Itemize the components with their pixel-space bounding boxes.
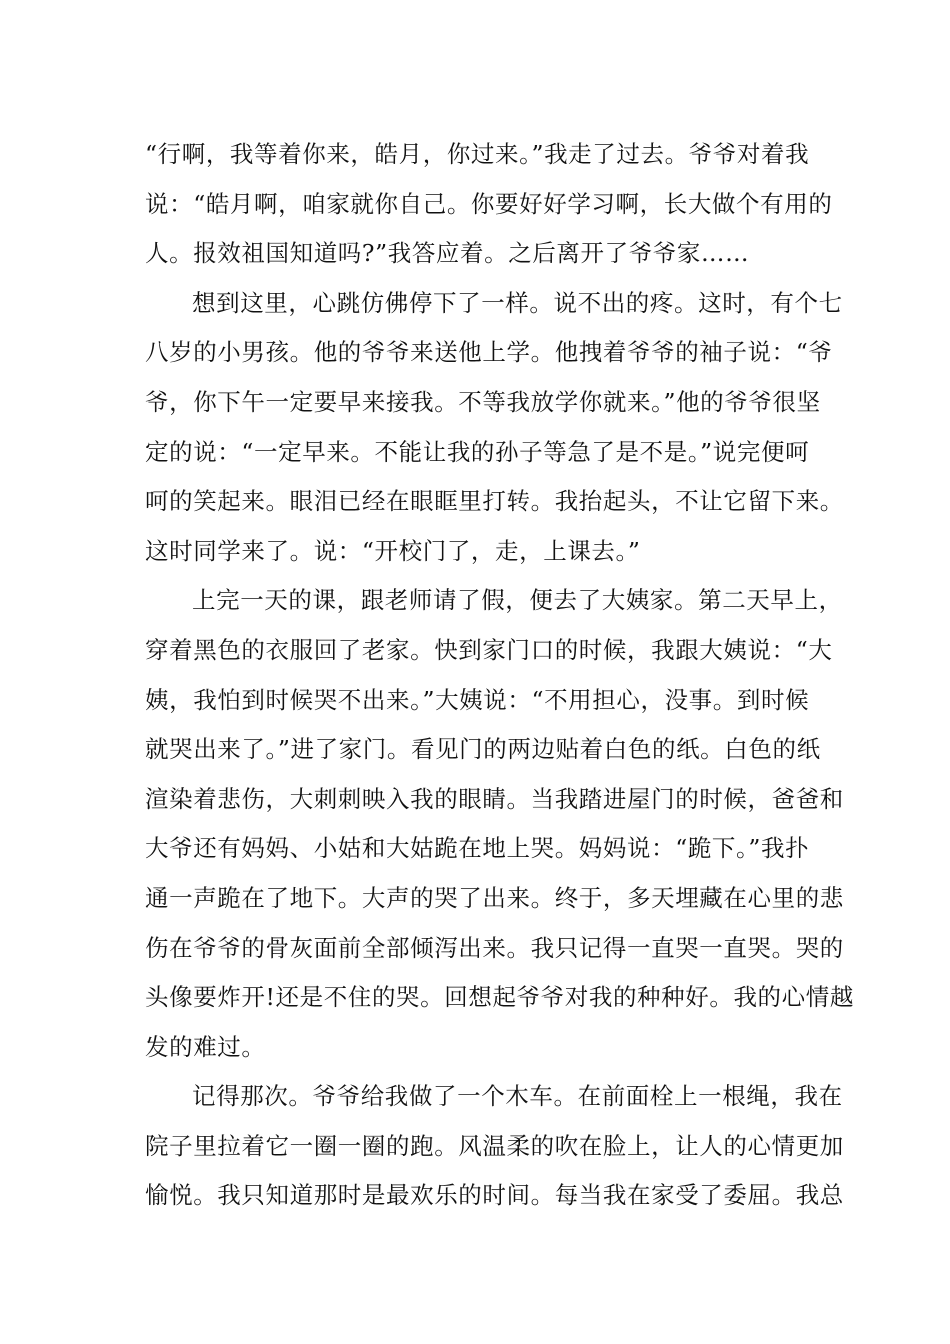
text-line: 发的难过。 — [145, 1032, 266, 1061]
paragraph-3 — [145, 576, 854, 1072]
text-line: 头像要炸开!还是不住的哭。回想起爷爷对我的种种好。我的心情越 — [145, 983, 854, 1012]
paragraph-4 — [145, 1072, 844, 1221]
text-line: 渲染着悲伤，大刺刺映入我的眼睛。当我踏进屋门的时候，爸爸和 — [145, 784, 844, 813]
text-line: 记得那次。爷爷给我做了一个木车。在前面栓上一根绳，我在 — [192, 1082, 843, 1111]
paragraph-1 — [145, 130, 833, 279]
text-line: 爷，你下午一定要早来接我。不等我放学你就来。”他的爷爷很坚 — [145, 387, 821, 416]
text-line: 伤在爷爷的骨灰面前全部倾泻出来。我只记得一直哭一直哭。哭的 — [145, 933, 844, 962]
text-line: “行啊，我等着你来，皓月，你过来。”我走了过去。爷爷对着我 — [145, 140, 810, 168]
text-line: 通一声跪在了地下。大声的哭了出来。终于，多天埋藏在心里的悲 — [145, 883, 844, 912]
text-line: 人。报效祖国知道吗?”我答应着。之后离开了爷爷家…… — [145, 239, 750, 268]
text-line: 想到这里，心跳仿佛停下了一样。说不出的疼。这时，有个七 — [192, 288, 843, 317]
text-line: 说：“皓月啊，咱家就你自己。你要好好学习啊，长大做个有用的 — [145, 189, 833, 218]
text-line: 这时同学来了。说：“开校门了，走，上课去。” — [145, 536, 641, 565]
body-text — [145, 130, 854, 1221]
text-line: 穿着黑色的衣服回了老家。快到家门口的时候，我跟大姨说：“大 — [145, 635, 833, 664]
text-line: 姨，我怕到时候哭不出来。”大姨说：“不用担心，没事。到时候 — [145, 685, 810, 714]
text-line: 八岁的小男孩。他的爷爷来送他上学。他拽着爷爷的袖子说：“爷 — [145, 338, 833, 367]
text-line: 定的说：“一定早来。不能让我的孙子等急了是不是。”说完便呵 — [145, 437, 810, 466]
paragraph-2 — [145, 279, 844, 577]
text-line: 院子里拉着它一圈一圈的跑。风温柔的吹在脸上，让人的心情更加 — [145, 1131, 844, 1160]
text-line: 呵的笑起来。眼泪已经在眼眶里打转。我抬起头，不让它留下来。 — [145, 487, 844, 516]
text-line: 就哭出来了。”进了家门。看见门的两边贴着白色的纸。白色的纸 — [145, 735, 821, 764]
text-line: 上完一天的课，跟老师请了假，便去了大姨家。第二天早上， — [192, 586, 843, 615]
text-line: 大爷还有妈妈、小姑和大姑跪在地上哭。妈妈说：“跪下。”我扑 — [145, 834, 810, 863]
text-line: 愉悦。我只知道那时是最欢乐的时间。每当我在家受了委屈。我总 — [145, 1181, 844, 1210]
